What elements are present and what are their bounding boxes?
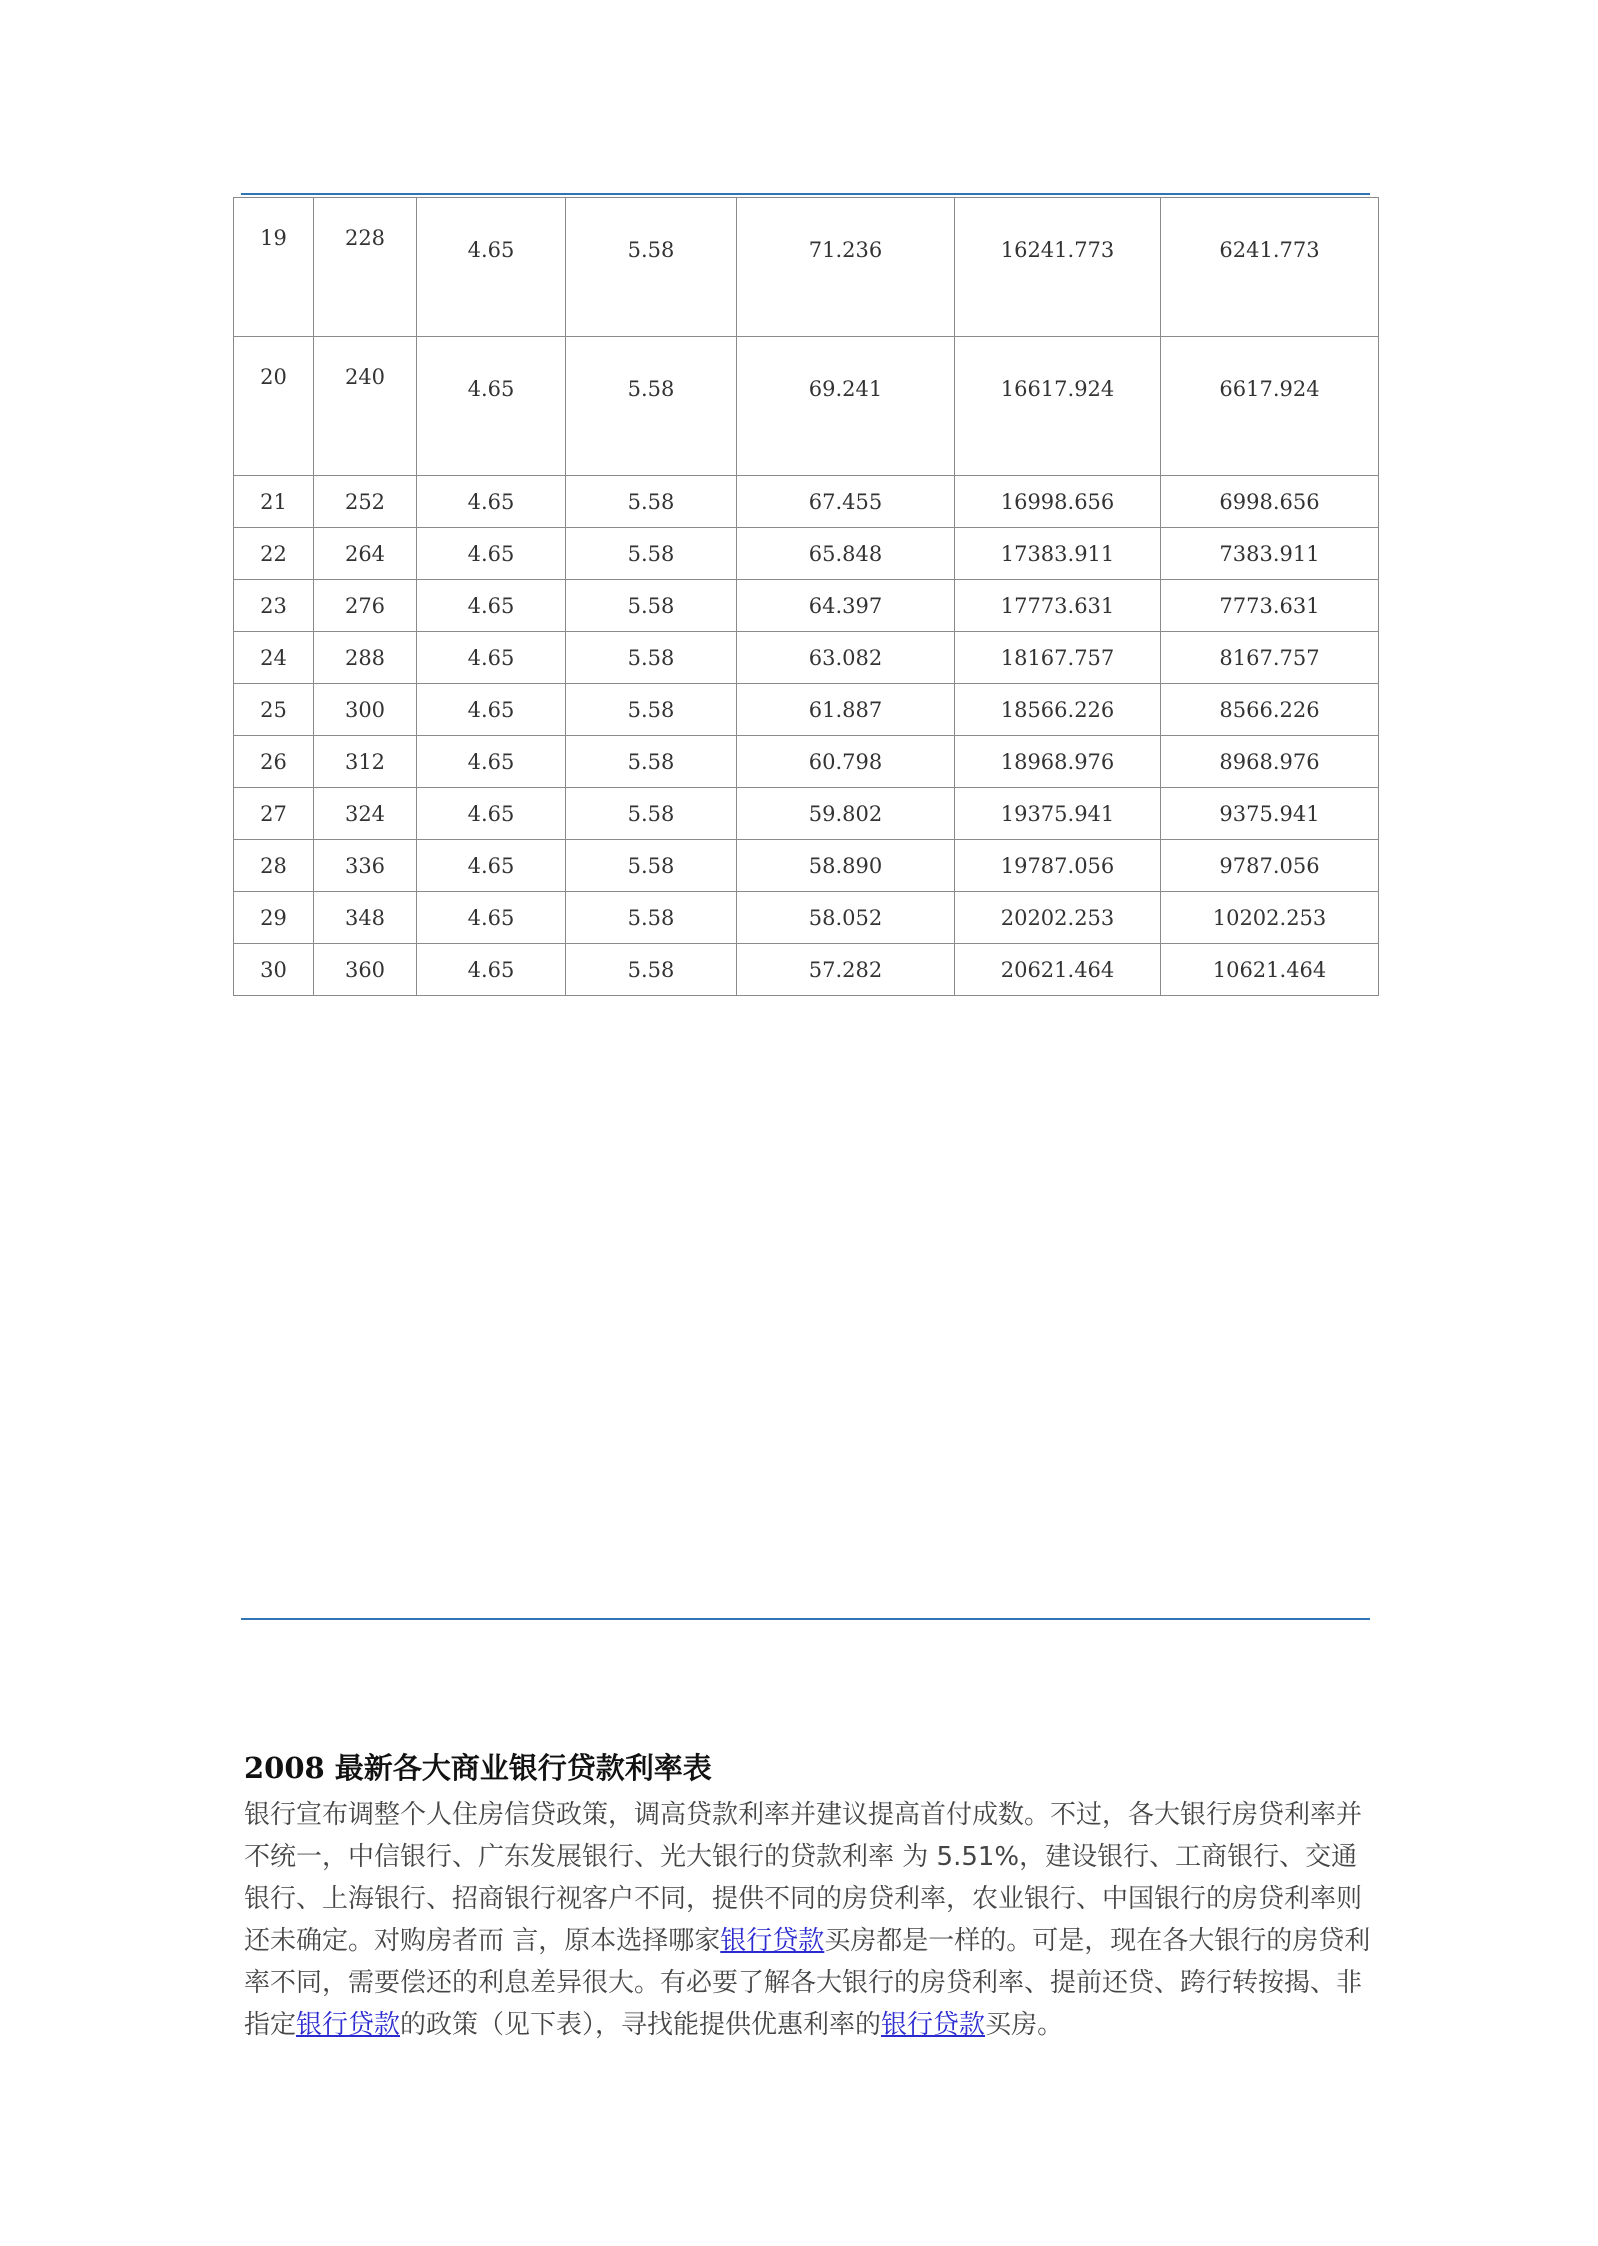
table-cell: 17383.911 [955, 528, 1161, 580]
table-cell: 27 [234, 788, 314, 840]
table-cell: 4.65 [417, 528, 566, 580]
top-rule [241, 193, 1370, 195]
bottom-rule [241, 1618, 1370, 1620]
table-cell: 8968.976 [1161, 736, 1379, 788]
table-cell: 228 [314, 198, 417, 337]
table-cell: 19 [234, 198, 314, 337]
table-cell: 16998.656 [955, 476, 1161, 528]
table-cell: 6241.773 [1161, 198, 1379, 337]
bank-loan-link[interactable]: 银行贷款 [881, 2010, 986, 2040]
table-cell: 28 [234, 840, 314, 892]
table-cell: 6998.656 [1161, 476, 1379, 528]
table-cell: 9787.056 [1161, 840, 1379, 892]
rate-article [244, 1748, 1376, 2046]
table-cell: 5.58 [566, 476, 737, 528]
table-row [234, 580, 1379, 632]
article-title: 2008 最新各大商业银行贷款利率表 [244, 1751, 712, 1785]
table-cell: 26 [234, 736, 314, 788]
table-cell: 324 [314, 788, 417, 840]
table-row [234, 476, 1379, 528]
table-cell: 4.65 [417, 736, 566, 788]
body-text: 的政策（见下表），寻找能提供优惠利率的 [400, 2010, 882, 2040]
table-cell: 19787.056 [955, 840, 1161, 892]
body-text: 银行宣布调整个人住房信贷政策，调高贷款利率并建议提高首付成数。不过，各大银行房贷利率并不统一，中信银行、广东发展银行、光大银行的贷款利率 为 [244, 1800, 1363, 1872]
table-cell: 8566.226 [1161, 684, 1379, 736]
table-cell: 10621.464 [1161, 944, 1379, 996]
table-cell: 22 [234, 528, 314, 580]
table-cell: 16241.773 [955, 198, 1161, 337]
table-cell: 5.58 [566, 684, 737, 736]
table-cell: 71.236 [737, 198, 955, 337]
table-cell: 10202.253 [1161, 892, 1379, 944]
table-cell: 9375.941 [1161, 788, 1379, 840]
table-cell: 240 [314, 337, 417, 476]
table-cell: 58.052 [737, 892, 955, 944]
bank-loan-link[interactable]: 银行贷款 [296, 2010, 401, 2040]
table-cell: 18167.757 [955, 632, 1161, 684]
table-row [234, 632, 1379, 684]
table-cell: 5.58 [566, 528, 737, 580]
table-cell: 61.887 [737, 684, 955, 736]
table-cell: 4.65 [417, 892, 566, 944]
table-cell: 4.65 [417, 840, 566, 892]
table-row [234, 944, 1379, 996]
table-row [234, 684, 1379, 736]
table-cell: 360 [314, 944, 417, 996]
table-cell: 276 [314, 580, 417, 632]
table-cell: 4.65 [417, 337, 566, 476]
table-row [234, 198, 1379, 337]
table-cell: 16617.924 [955, 337, 1161, 476]
table-cell: 21 [234, 476, 314, 528]
loan-table-container [233, 197, 1378, 996]
table-cell: 300 [314, 684, 417, 736]
table-cell: 60.798 [737, 736, 955, 788]
table-cell: 4.65 [417, 944, 566, 996]
table-cell: 63.082 [737, 632, 955, 684]
table-cell: 17773.631 [955, 580, 1161, 632]
table-cell: 20202.253 [955, 892, 1161, 944]
table-row [234, 892, 1379, 944]
table-cell: 5.58 [566, 580, 737, 632]
table-cell: 4.65 [417, 476, 566, 528]
table-cell: 4.65 [417, 580, 566, 632]
table-cell: 69.241 [737, 337, 955, 476]
body-text: 买房都是一样的。可是，现在各大银行的房贷利率不同，需要偿还的利息差异很大。有必要了解各大银行的房贷利率、提前还贷、跨行转按揭、非指定 [244, 1926, 1371, 2040]
table-cell: 18968.976 [955, 736, 1161, 788]
table-cell: 58.890 [737, 840, 955, 892]
table-cell: 5.58 [566, 736, 737, 788]
table-cell: 252 [314, 476, 417, 528]
bank-loan-link[interactable]: 银行贷款 [720, 1926, 825, 1956]
table-cell: 67.455 [737, 476, 955, 528]
table-cell: 6617.924 [1161, 337, 1379, 476]
table-cell: 4.65 [417, 632, 566, 684]
table-cell: 5.58 [566, 337, 737, 476]
rate-value: 5.51% [936, 1842, 1020, 1872]
table-cell: 7383.911 [1161, 528, 1379, 580]
table-cell: 30 [234, 944, 314, 996]
table-cell: 20621.464 [955, 944, 1161, 996]
table-cell: 24 [234, 632, 314, 684]
table-row [234, 736, 1379, 788]
table-row [234, 337, 1379, 476]
table-cell: 5.58 [566, 198, 737, 337]
table-cell: 18566.226 [955, 684, 1161, 736]
table-cell: 59.802 [737, 788, 955, 840]
table-cell: 64.397 [737, 580, 955, 632]
table-cell: 7773.631 [1161, 580, 1379, 632]
table-row [234, 528, 1379, 580]
article-body [244, 1794, 1376, 2046]
table-cell: 4.65 [417, 198, 566, 337]
table-cell: 29 [234, 892, 314, 944]
table-row [234, 840, 1379, 892]
loan-table [233, 197, 1379, 996]
table-cell: 4.65 [417, 684, 566, 736]
table-cell: 57.282 [737, 944, 955, 996]
table-cell: 5.58 [566, 892, 737, 944]
table-cell: 5.58 [566, 788, 737, 840]
body-text: 买房。 [985, 2010, 1064, 2040]
table-cell: 336 [314, 840, 417, 892]
table-cell: 25 [234, 684, 314, 736]
table-cell: 20 [234, 337, 314, 476]
table-cell: 23 [234, 580, 314, 632]
table-cell: 312 [314, 736, 417, 788]
table-row [234, 788, 1379, 840]
table-cell: 264 [314, 528, 417, 580]
table-cell: 4.65 [417, 788, 566, 840]
body-text: ，建设银行、工商银行、交通银行、上海银行、招商银行视客户不同，提供不同的房贷利率，农业银行、中国银行的房贷利率则还未确定。对购房者而 言，原本选择哪家 [244, 1842, 1363, 1956]
table-cell: 19375.941 [955, 788, 1161, 840]
table-cell: 5.58 [566, 840, 737, 892]
table-cell: 5.58 [566, 632, 737, 684]
table-cell: 348 [314, 892, 417, 944]
table-cell: 65.848 [737, 528, 955, 580]
table-cell: 8167.757 [1161, 632, 1379, 684]
table-cell: 5.58 [566, 944, 737, 996]
table-cell: 288 [314, 632, 417, 684]
